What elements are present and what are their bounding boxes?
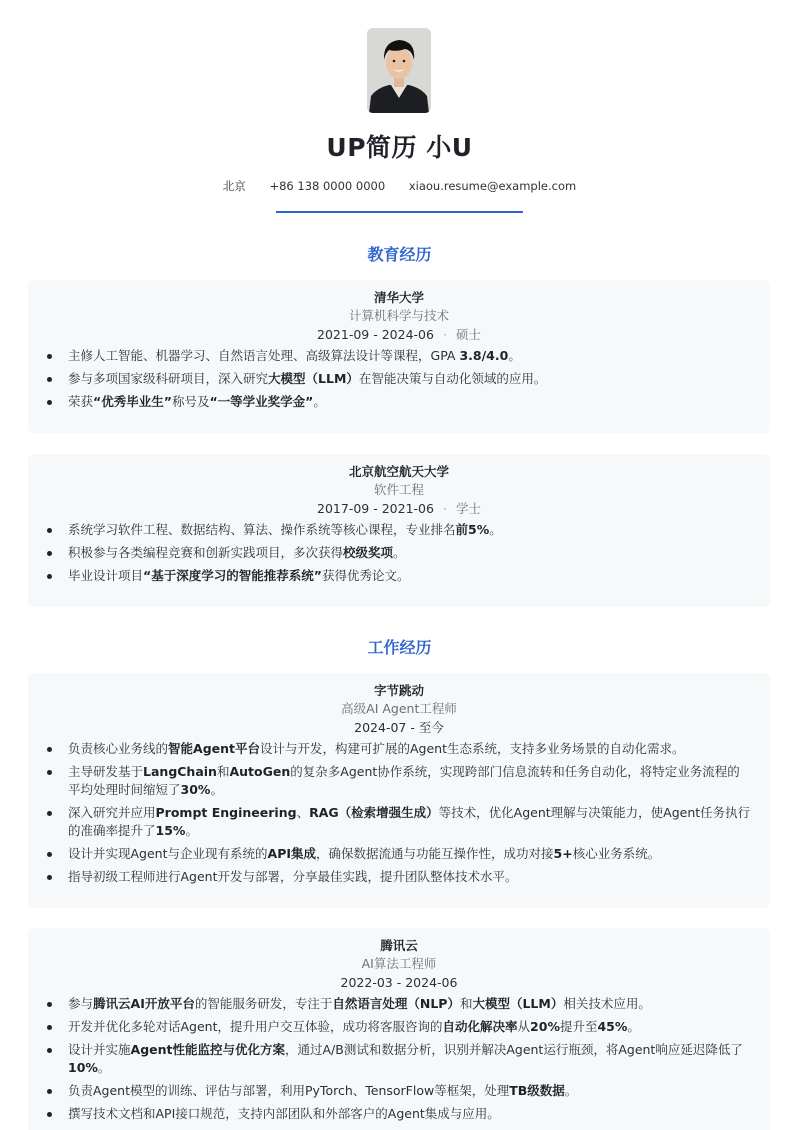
degree: 硕士	[455, 327, 481, 342]
contact-info	[0, 178, 799, 194]
job-title: AI算法工程师	[361, 956, 437, 971]
bullet-list	[28, 345, 770, 411]
period: 2022-03 - 2024-06	[340, 975, 458, 990]
candidate-name: UP简历 小U	[326, 133, 473, 162]
list-item: 设计并实施Agent性能监控与优化方案，通过A/B测试和数据分析，识别并解决Agent运行瓶颈，将Agent响应延迟降低了10%。	[68, 1041, 752, 1077]
major: 软件工程	[373, 482, 424, 497]
list-item: 主导研发基于LangChain和AutoGen的复杂多Agent协作系统，实现跨部门信息流转和任务自动化，将特定业务流程的平均处理时间缩短了30%。	[68, 763, 752, 799]
period: 2024-07 - 至今	[354, 720, 444, 735]
list-item: 主修人工智能、机器学习、自然语言处理、高级算法设计等课程，GPA 3.8/4.0。	[68, 347, 752, 365]
school-name: 清华大学	[373, 290, 424, 305]
major: 计算机科学与技术	[348, 308, 449, 323]
job-title: 高级AI Agent工程师	[341, 701, 457, 716]
list-item: 系统学习软件工程、数据结构、算法、操作系统等核心课程，专业排名前5%。	[68, 521, 752, 539]
period: 2021-09 - 2024-06	[317, 327, 434, 342]
separator-dot: ·	[442, 327, 447, 342]
education-card	[28, 454, 770, 607]
work-card	[28, 928, 770, 1130]
bullet-list	[28, 519, 770, 585]
email-address[interactable]: xiaou.resume@example.com	[408, 179, 577, 193]
list-item: 负责核心业务线的智能Agent平台设计与开发，构建可扩展的Agent生态系统，支持多业务场景的自动化需求。	[68, 740, 752, 758]
list-item: 指导初级工程师进行Agent开发与部署，分享最佳实践，提升团队整体技术水平。	[68, 868, 752, 886]
bullet-list	[28, 993, 770, 1123]
list-item: 荣获“优秀毕业生”称号及“一等学业奖学金”。	[68, 393, 752, 411]
list-item: 设计并实现Agent与企业现有系统的API集成，确保数据流通与功能互操作性，成功对接5+核心业务系统。	[68, 845, 752, 863]
list-item: 参与腾讯云AI开放平台的智能服务研发，专注于自然语言处理（NLP）和大模型（LLM）相关技术应用。	[68, 995, 752, 1013]
person-portrait-icon	[367, 28, 431, 113]
profile-photo	[367, 28, 431, 113]
period-degree	[28, 325, 770, 345]
list-item: 负责Agent模型的训练、评估与部署，利用PyTorch、TensorFlow等框架，处理TB级数据。	[68, 1082, 752, 1100]
work-card	[28, 673, 770, 908]
bullet-list	[28, 738, 770, 886]
company-name: 腾讯云	[380, 938, 418, 953]
section-title-work: 工作经历	[367, 638, 432, 657]
period: 2017-09 - 2021-06	[317, 501, 434, 516]
education-card	[28, 280, 770, 433]
company-name: 字节跳动	[373, 683, 424, 698]
city: 北京	[222, 179, 246, 193]
list-item: 参与多项国家级科研项目，深入研究大模型（LLM）在智能决策与自动化领域的应用。	[68, 370, 752, 388]
list-item: 毕业设计项目“基于深度学习的智能推荐系统”获得优秀论文。	[68, 567, 752, 585]
list-item: 积极参与各类编程竞赛和创新实践项目，多次获得校级奖项。	[68, 544, 752, 562]
period-degree	[28, 499, 770, 519]
list-item: 深入研究并应用Prompt Engineering、RAG（检索增强生成）等技术，优化Agent理解与决策能力，使Agent任务执行的准确率提升了15%。	[68, 805, 751, 838]
separator-dot: ·	[442, 501, 447, 516]
school-name: 北京航空航天大学	[348, 464, 449, 479]
degree: 学士	[455, 501, 481, 516]
list-item: 撰写技术文档和API接口规范，支持内部团队和外部客户的Agent集成与应用。	[68, 1105, 752, 1123]
phone-number[interactable]: +86 138 0000 0000	[269, 179, 386, 193]
list-item: 开发并优化多轮对话Agent，提升用户交互体验，成功将客服咨询的自动化解决率从20%提升至45%。	[68, 1018, 752, 1036]
header-divider	[276, 211, 523, 213]
section-title-education: 教育经历	[367, 245, 432, 264]
